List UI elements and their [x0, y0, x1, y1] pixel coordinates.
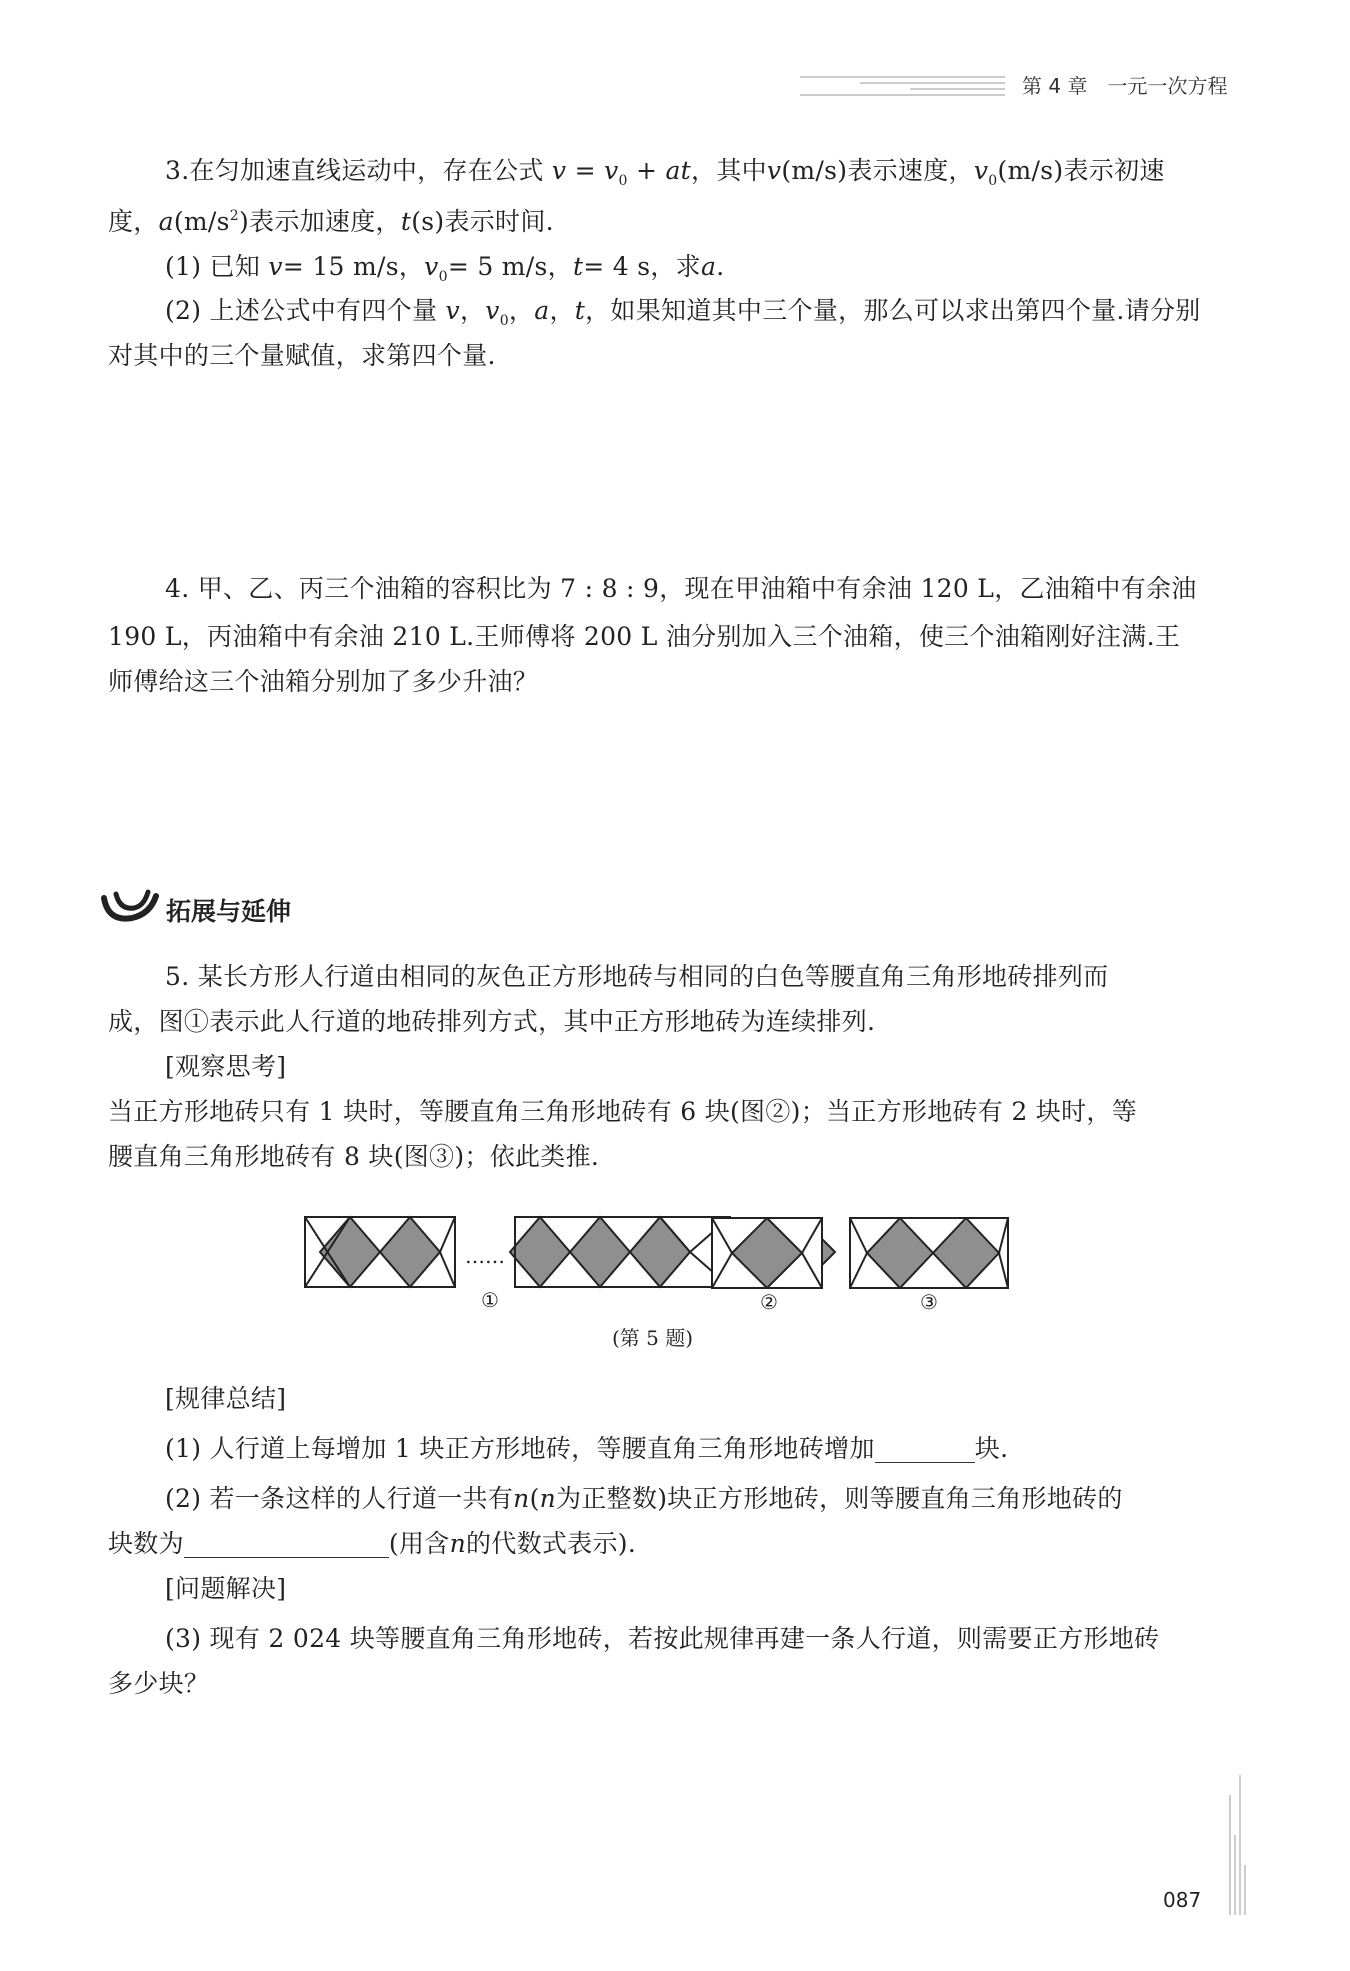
answer-blank-2[interactable] — [184, 1529, 389, 1558]
q5-rule-heading: [规律总结] — [165, 1384, 287, 1413]
figure-3 — [850, 1218, 1008, 1288]
section-title: 拓展与延伸 — [166, 897, 292, 926]
figure-2-label: ② — [760, 1290, 778, 1314]
q3-line2: 度，$a(m/s^2)$表示加速度，t(s)表示时间. — [108, 207, 554, 236]
q3-line1: 3.在匀加速直线运动中，存在公式 $v = v_0$ + at，其中v(m/s)表示速度，$v_0(m/s)$表示初速 — [165, 156, 1165, 189]
q3-part2-line1: (2) 上述公式中有四个量 v，$v_0$，a，t，如果知道其中三个量，那么可以求出第四个量.请分别 — [165, 296, 1201, 329]
q5-solve-heading: [问题解决] — [165, 1574, 287, 1603]
q5-observe-line2: 腰直角三角形地砖有 8 块(图③)；依此类推. — [108, 1142, 600, 1171]
page-number: 087 — [1163, 1888, 1202, 1912]
figure-1-right-tiles — [510, 1217, 730, 1287]
figure-2 — [712, 1218, 822, 1288]
header-decoration-lines — [800, 73, 1005, 103]
figure-2-and-3 — [700, 1217, 1030, 1289]
q5-line2: 成，图①表示此人行道的地砖排列方式，其中正方形地砖为连续排列. — [108, 1007, 876, 1036]
figure-mask — [735, 1215, 1035, 1217]
figure-1-ellipsis: …… — [465, 1244, 505, 1268]
q4-line1: 4. 甲、乙、丙三个油箱的容积比为 7 : 8 : 9，现在甲油箱中有余油 120 L，乙油箱中有余油 — [165, 574, 1197, 603]
q3-part2-line2: 对其中的三个量赋值，求第四个量. — [108, 341, 496, 370]
answer-blank-1[interactable] — [875, 1434, 975, 1463]
q4-line2: 190 L，丙油箱中有余油 210 L.王师傅将 200 L 油分别加入三个油箱，使三个油箱刚好注满.王 — [108, 622, 1181, 651]
section-swirl-icon — [98, 888, 162, 928]
margin-decoration-lines — [1228, 1775, 1248, 1915]
q5-rule-part2-line2: 块数为 (用含n的代数式表示). — [108, 1529, 637, 1558]
q5-rule-part2-line1: (2) 若一条这样的人行道一共有n(n为正整数)块正方形地砖，则等腰直角三角形地砖的 — [165, 1484, 1123, 1513]
q5-solve-line1: (3) 现有 2 024 块等腰直角三角形地砖，若按此规律再建一条人行道，则需要正方形地砖 — [165, 1624, 1160, 1653]
q5-observe-line1: 当正方形地砖只有 1 块时，等腰直角三角形地砖有 6 块(图②)；当正方形地砖有 2 块时，等 — [108, 1097, 1138, 1126]
q4-line3: 师傅给这三个油箱分别加了多少升油？ — [108, 667, 539, 696]
q5-rule-part1: (1) 人行道上每增加 1 块正方形地砖，等腰直角三角形地砖增加 块. — [165, 1434, 1009, 1463]
figure-3-label: ③ — [920, 1290, 938, 1314]
q5-observe-heading: [观察思考] — [165, 1052, 287, 1081]
chapter-header: 第 4 章 一元一次方程 — [1022, 74, 1228, 98]
figure-1-left-tiles — [305, 1217, 455, 1287]
q5-line1: 5. 某长方形人行道由相同的灰色正方形地砖与相同的白色等腰直角三角形地砖排列而 — [165, 962, 1109, 991]
figure-caption: (第 5 题) — [612, 1326, 694, 1350]
q3-part1: (1) 已知 v= 15 m/s，$v_0= 5$ m/s，t= 4 s，求a. — [165, 252, 725, 285]
q5-solve-line2: 多少块？ — [108, 1669, 210, 1698]
figure-1-label: ① — [481, 1288, 499, 1312]
section-heading — [98, 886, 358, 932]
